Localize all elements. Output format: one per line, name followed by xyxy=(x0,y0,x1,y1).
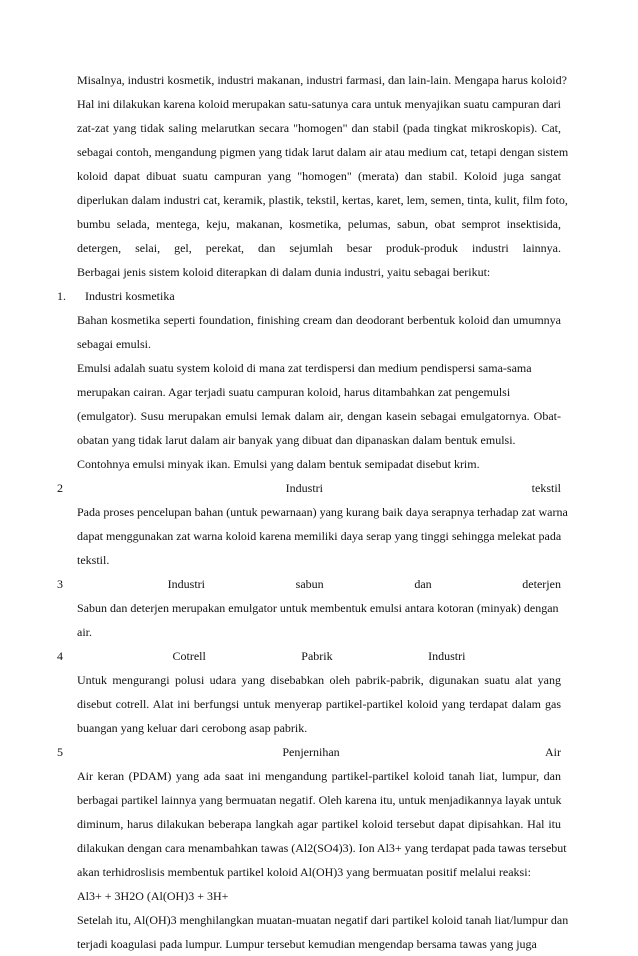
text-line xyxy=(0,380,638,404)
paragraph-line: berbagai partikel lainnya yang bermuatan negatif. Oleh karena itu, untuk menjadikannya layak untuk xyxy=(77,793,562,807)
list-number: 1. xyxy=(57,289,66,303)
paragraph-line: Pada proses pencelupan bahan (untuk pewarnaan) yang kurang baik daya serapnya terhadap zat warna xyxy=(77,505,568,519)
paragraph-line: tekstil. xyxy=(77,553,110,567)
heading-word: Air xyxy=(544,745,561,759)
heading-word: dan xyxy=(414,577,432,591)
list-number: 5 xyxy=(57,745,63,759)
paragraph-line: akan terhidroslisis membentuk partikel koloid Al(OH)3 yang bermuatan positif melalui reaksi: xyxy=(77,865,531,879)
list-heading xyxy=(77,572,561,596)
text-line xyxy=(0,308,638,332)
paragraph-line: sebagai emulsi. xyxy=(77,337,151,351)
list-number: 4 xyxy=(57,649,63,663)
paragraph-line: disebut cotrell. Alat ini berfungsi untuk menyerap partikel-partikel koloid yang terdapat dalam gas xyxy=(77,697,561,711)
text-line xyxy=(0,260,638,284)
paragraph-line: dilakukan dengan cara menambahkan tawas (Al2(SO4)3). Ion Al3+ yang terdapat pada tawas tersebut xyxy=(77,841,567,855)
list-number: 3 xyxy=(57,577,63,591)
text-line xyxy=(0,92,638,116)
document-body xyxy=(0,68,638,956)
paragraph-line: (emulgator). Susu merupakan emulsi lemak dalam air, dengan kasein sebagai emulgatornya. Obat- xyxy=(77,409,561,423)
heading-word: Industri xyxy=(167,577,205,591)
text-line xyxy=(0,332,638,356)
list-item-heading xyxy=(0,572,638,596)
paragraph-line: Untuk mengurangi polusi udara yang disebabkan oleh pabrik-pabrik, digunakan suatu alat yang xyxy=(77,673,561,687)
text-line xyxy=(0,620,638,644)
text-line xyxy=(0,116,638,140)
text-line xyxy=(0,236,638,260)
paragraph-line: Berbagai jenis sistem koloid diterapkan di dalam dunia industri, yaitu sebagai berikut: xyxy=(77,265,491,279)
paragraph-line: Air keran (PDAM) yang ada saat ini mengandung partikel-partikel koloid tanah liat, lumpur, dan xyxy=(77,769,561,783)
paragraph-line: Sabun dan deterjen merupakan emulgator untuk membentuk emulsi antara kotoran (minyak) dengan xyxy=(77,601,559,615)
list-heading: Industri kosmetika xyxy=(85,289,175,303)
heading-word: Pabrik xyxy=(301,649,333,663)
text-line xyxy=(0,164,638,188)
text-line xyxy=(0,860,638,884)
list-item-heading xyxy=(0,284,638,308)
heading-word: Cotrell xyxy=(172,649,206,663)
paragraph-line: Hal ini dilakukan karena koloid merupakan satu-satunya cara untuk menyajikan suatu campuran dari xyxy=(77,97,561,111)
paragraph-line: Bahan kosmetika seperti foundation, finishing cream dan deodorant berbentuk koloid dan umumnya xyxy=(77,313,561,327)
heading-word: deterjen xyxy=(522,577,561,591)
text-line xyxy=(0,668,638,692)
paragraph-line: obatan yang tidak larut dalam air banyak yang dibuat dan dipanaskan dalam bentuk emulsi. xyxy=(77,433,516,447)
list-heading xyxy=(77,476,561,500)
text-line xyxy=(0,692,638,716)
paragraph-line: Misalnya, industri kosmetik, industri makanan, industri farmasi, dan lain-lain. Mengapa harus koloid? xyxy=(77,73,567,87)
paragraph-line: buangan yang keluar dari cerobong asap pabrik. xyxy=(77,721,308,735)
paragraph-line: koloid dapat dibuat suatu campuran yang "homogen" (merata) dan stabil. Koloid juga sangat xyxy=(77,169,561,183)
text-line xyxy=(0,356,638,380)
list-number: 2 xyxy=(57,481,63,495)
paragraph-line: detergen, selai, gel, perekat, dan sejumlah besar produk-produk industri lainnya. xyxy=(77,241,561,255)
paragraph-line: dapat menggunakan zat warna koloid karena memiliki daya serap yang tinggi sehingga melekat pada xyxy=(77,529,562,543)
text-line xyxy=(0,908,638,932)
list-heading xyxy=(77,644,561,668)
text-line xyxy=(0,404,638,428)
list-item-heading xyxy=(0,740,638,764)
text-line xyxy=(0,500,638,524)
text-line xyxy=(0,764,638,788)
text-line xyxy=(0,812,638,836)
paragraph-line: bumbu selada, mentega, keju, makanan, kosmetika, pelumas, sabun, obat semprot insektisida, xyxy=(77,217,561,231)
text-line xyxy=(0,596,638,620)
text-line xyxy=(0,452,638,476)
paragraph-line: Emulsi adalah suatu system koloid di mana zat terdispersi dan medium pendispersi sama-sama xyxy=(77,361,532,375)
text-line xyxy=(0,548,638,572)
paragraph-line: merupakan cairan. Agar terjadi suatu campuran koloid, harus ditambahkan zat pengemulsi xyxy=(77,385,511,399)
text-line xyxy=(0,932,638,956)
list-heading xyxy=(77,740,561,764)
chemical-equation: Al3+ + 3H2O (Al(OH)3 + 3H+ xyxy=(77,889,229,903)
paragraph-line: Setelah itu, Al(OH)3 menghilangkan muatan-muatan negatif dari partikel koloid tanah liat/lumpur dan xyxy=(77,913,569,927)
paragraph-line: diminum, harus dilakukan beberapa langkah agar partikel koloid tersebut dapat dipisahkan. Hal itu xyxy=(77,817,561,831)
paragraph-line: diperlukan dalam industri cat, keramik, plastik, tekstil, kertas, karet, lem, semen, tinta, kulit, film foto, xyxy=(77,193,568,207)
text-line xyxy=(0,716,638,740)
text-line xyxy=(0,428,638,452)
heading-word: Industri xyxy=(285,481,323,495)
text-line xyxy=(0,884,638,908)
text-line xyxy=(0,140,638,164)
paragraph-line: terjadi koagulasi pada lumpur. Lumpur tersebut kemudian mengendap bersama tawas yang juga xyxy=(77,937,537,951)
paragraph-line: Contohnya emulsi minyak ikan. Emulsi yang dalam bentuk semipadat disebut krim. xyxy=(77,457,480,471)
list-item-heading xyxy=(0,476,638,500)
heading-word: tekstil xyxy=(531,481,561,495)
text-line xyxy=(0,836,638,860)
text-line xyxy=(0,68,638,92)
text-line xyxy=(0,188,638,212)
paragraph-line: sebagai contoh, mengandung pigmen yang tidak larut dalam air atau medium cat, tetapi dengan sistem xyxy=(77,145,569,159)
heading-word: Industri xyxy=(428,649,466,663)
text-line xyxy=(0,788,638,812)
paragraph-line: air. xyxy=(77,625,92,639)
list-item-heading xyxy=(0,644,638,668)
heading-word: Penjernihan xyxy=(282,745,340,759)
heading-word: sabun xyxy=(295,577,324,591)
paragraph-line: zat-zat yang tidak saling melarutkan secara "homogen" dan stabil (pada tingkat mikroskopis). Cat, xyxy=(77,121,561,135)
text-line xyxy=(0,212,638,236)
text-line xyxy=(0,524,638,548)
